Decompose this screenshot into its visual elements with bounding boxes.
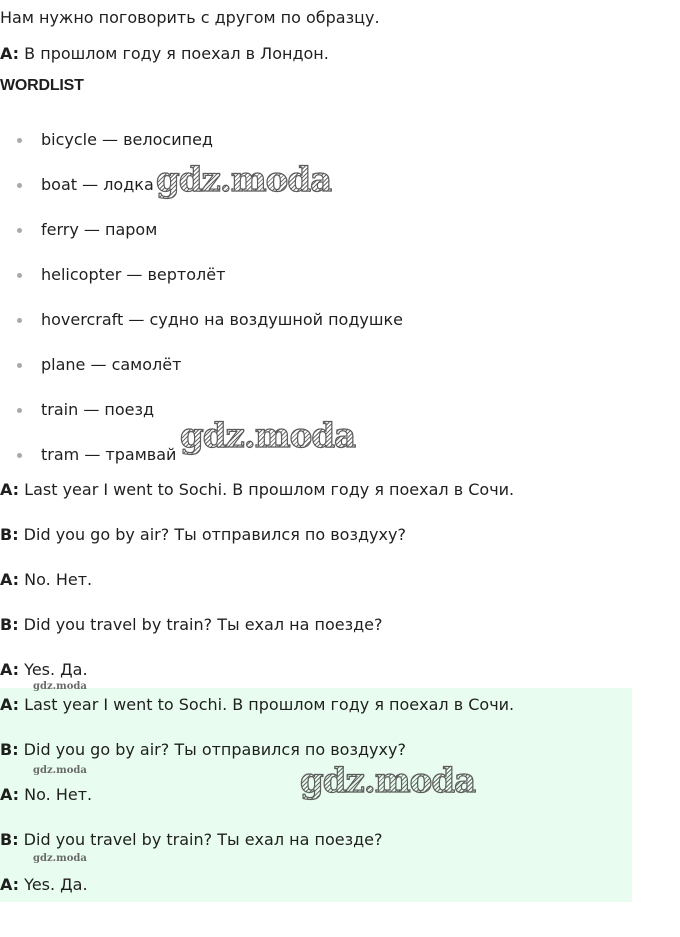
watermark: gdz.moda [180, 416, 356, 456]
list-item-text: helicopter — вертолёт [41, 265, 226, 284]
answer-line [0, 830, 382, 850]
bullet-icon [17, 228, 22, 233]
wordlist-heading: WORDLIST [0, 77, 84, 94]
answer-text: Yes. Да. [19, 875, 88, 894]
dialogue-line [0, 570, 92, 590]
bullet-icon [17, 408, 22, 413]
answer-text: Last year I went to Sochi. В прошлом году я поехал в Сочи. [19, 695, 515, 714]
intro-text: Нам нужно поговорить с другом по образцу. [0, 8, 380, 27]
speaker-label: B: [0, 525, 19, 544]
watermark: gdz.moda [156, 160, 332, 200]
example-text: В прошлом году я поехал в Лондон. [19, 44, 329, 63]
speaker-label: B: [0, 830, 19, 849]
dialogue-line [0, 525, 406, 545]
speaker-label: B: [0, 740, 19, 759]
bullet-icon [17, 183, 22, 188]
list-item-text: train — поезд [41, 400, 155, 419]
example-line [0, 44, 329, 64]
dialogue-line [0, 615, 382, 635]
speaker-label: A: [0, 695, 20, 714]
bullet-icon [17, 138, 22, 143]
watermark: gdz.moda [300, 761, 476, 801]
dialogue-text: Yes. Да. [19, 660, 88, 679]
answer-line [0, 740, 406, 760]
speaker-label: A: [0, 570, 20, 589]
speaker-label: A: [0, 660, 20, 679]
speaker-label: A: [0, 875, 20, 894]
bullet-icon [17, 453, 22, 458]
dialogue-text: Did you go by air? Ты отправился по воздуху? [18, 525, 406, 544]
dialogue-text: Did you travel by train? Ты ехал на поезде? [18, 615, 383, 634]
dialogue-text: No. Нет. [19, 570, 93, 589]
dialogue-line [0, 480, 514, 500]
list-item-text: boat — лодка [41, 175, 154, 194]
dialogue-line [0, 660, 88, 680]
bullet-icon [17, 318, 22, 323]
speaker-label: A: [0, 44, 20, 63]
answer-text: Did you travel by train? Ты ехал на поезде? [18, 830, 383, 849]
list-item-text: hovercraft — судно на воздушной подушке [41, 310, 404, 329]
answer-line [0, 785, 92, 805]
bullet-icon [17, 273, 22, 278]
list-item-text: plane — самолёт [41, 355, 182, 374]
speaker-label: A: [0, 785, 20, 804]
answer-line [0, 695, 514, 715]
speaker-label: A: [0, 480, 20, 499]
intro-line [0, 8, 380, 28]
list-item-text: tram — трамвай [41, 445, 177, 464]
watermark-small: gdz.moda [33, 681, 87, 692]
list-item-text: ferry — паром [41, 220, 158, 239]
watermark-small: gdz.moda [33, 765, 87, 776]
answer-line [0, 875, 88, 895]
dialogue-text: Last year I went to Sochi. В прошлом году я поехал в Сочи. [19, 480, 515, 499]
answer-text: No. Нет. [19, 785, 93, 804]
answer-text: Did you go by air? Ты отправился по воздуху? [18, 740, 406, 759]
watermark-small: gdz.moda [33, 853, 87, 864]
list-item-text: bicycle — велосипед [41, 130, 213, 149]
bullet-icon [17, 363, 22, 368]
speaker-label: B: [0, 615, 19, 634]
